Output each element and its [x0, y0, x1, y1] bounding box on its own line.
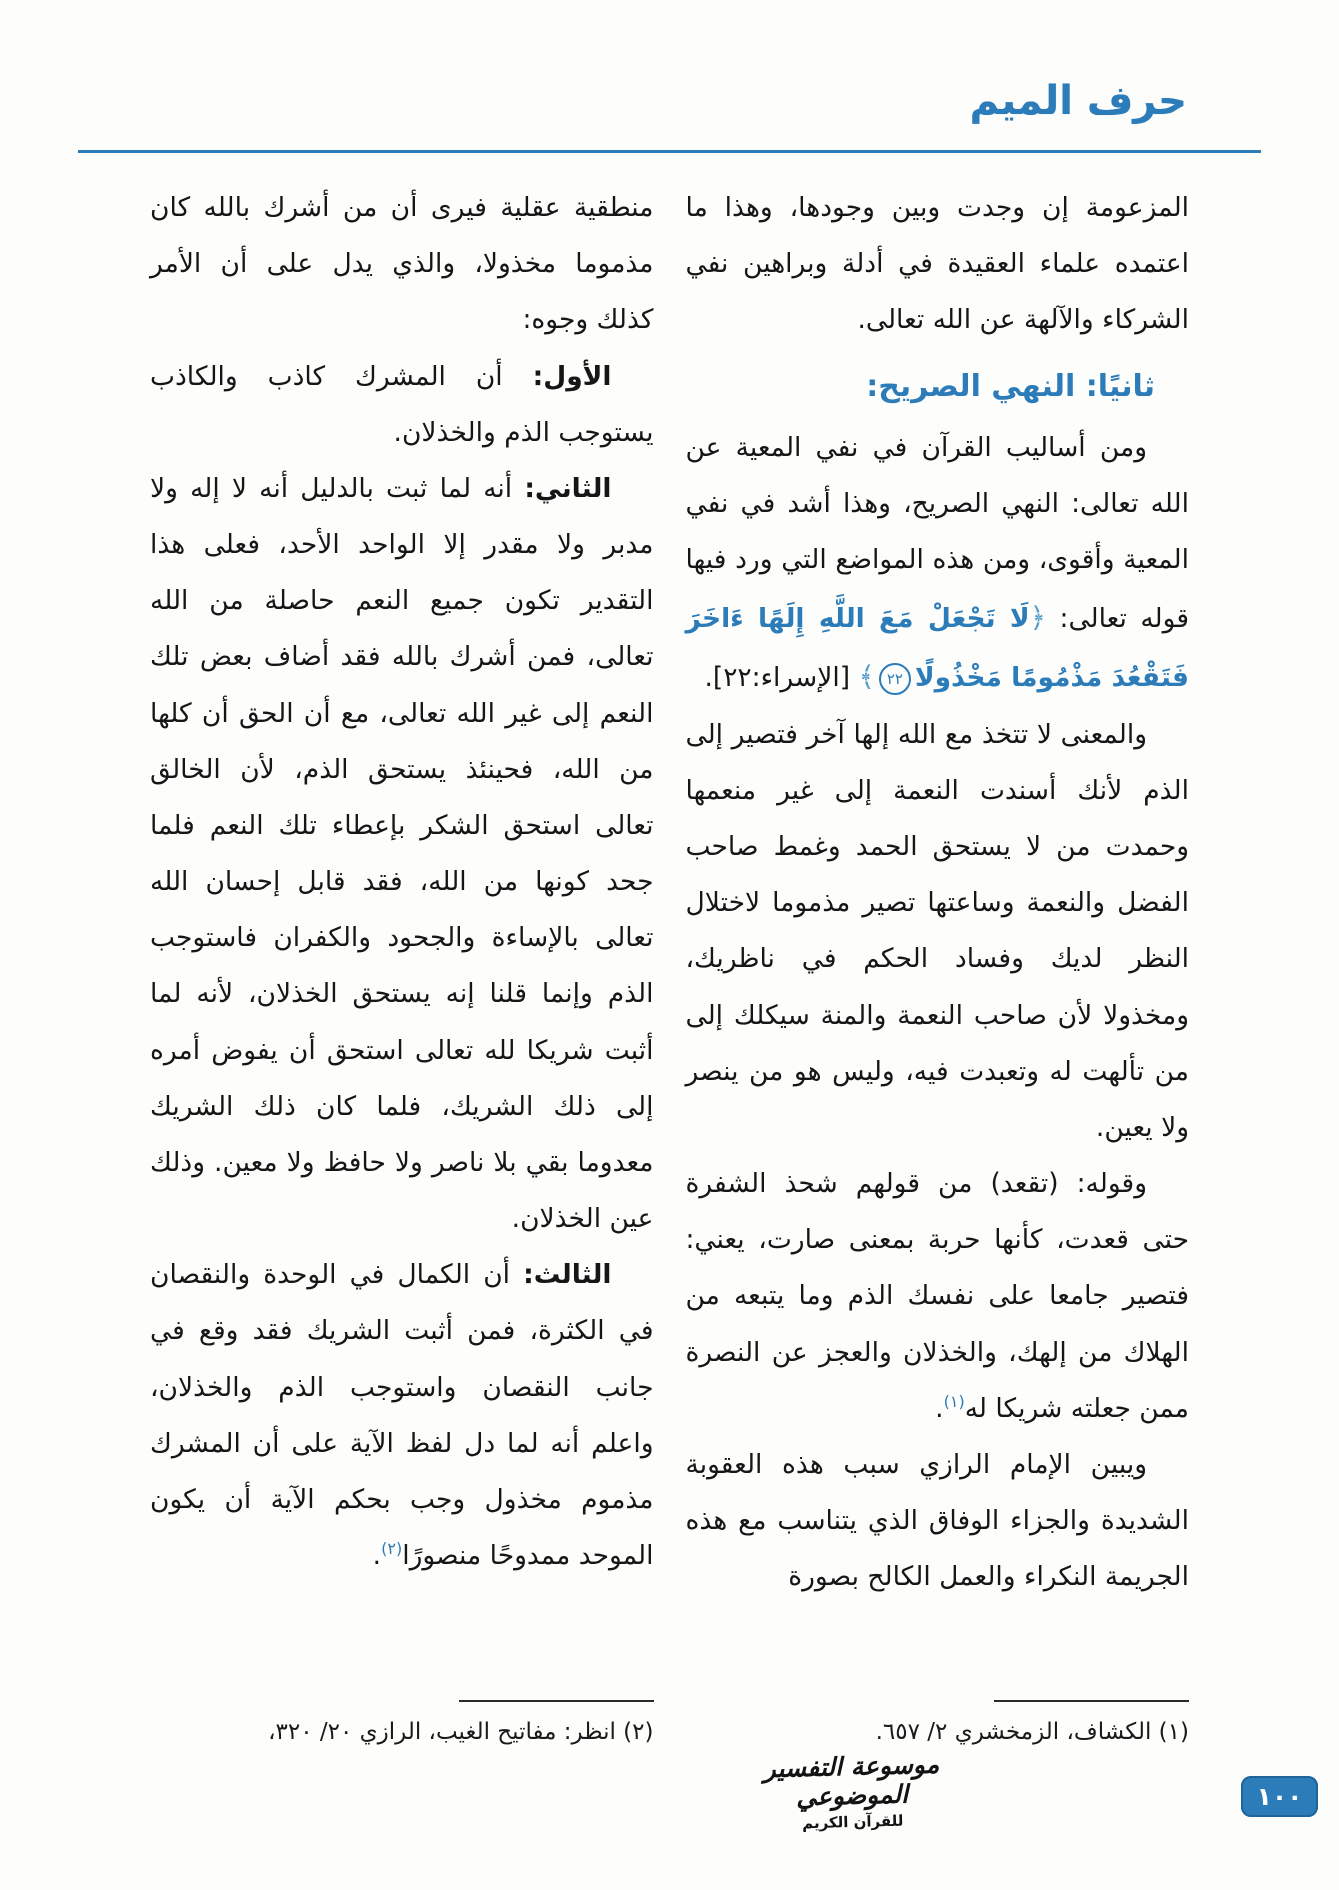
- paragraph: [150, 180, 654, 349]
- paragraph-text: أن الكمال في الوحدة والنقصان في الكثرة، فمن أثبت الشريك فقد وقع في جانب النقصان واستوجب الذم والخذلان، واعلم أنه لما دل لفظ الآية على أن المشرك مذموم مخذول وجب بحكم الآية أن يكون الموحد ممدوحًا منصورًا: [150, 1259, 654, 1572]
- paragraph-text: أنه لما ثبت بالدليل أنه لا إله ولا مدبر ولا مقدر إلا الواحد الأحد، فعلى هذا التقدير تكون جميع النعم حاصلة من الله تعالى، فمن أشرك بالله فقد أضاف بعض تلك النعم إلى غير الله تعالى، مع أن الحق أن كلها من الله، فحينئذ يستحق الذم، لأن الخالق تعالى استحق الشكر بإعطاء تلك النعم فلما جحد كونها من الله، فقد قابل إحسان الله تعالى بالإساءة والجحود والكفران فاستوجب الذم وإنما قلنا إنه يستحق الخذلان، لأنه لما أثبت شريكا لله تعالى استحق أن يفوض أمره إلى ذلك الشريك، فلما كان ذلك الشريك معدوما بقي بلا ناصر ولا حافظ ولا معين. وذلك عين الخذلان.: [150, 472, 654, 1235]
- paragraph: [686, 707, 1190, 1156]
- column-right: [686, 180, 1190, 1606]
- paragraph-text: .: [372, 1540, 382, 1572]
- paragraph: [686, 1437, 1190, 1606]
- logo-title-text: موسوعة التفسير الموضوعي: [763, 1749, 940, 1812]
- paragraph-text: والمعنى لا تتخذ مع الله إلها آخر فتصير إلى الذم لأنك أسندت النعمة إلى غير منعمها وحمدت من لا يستحق الحمد وغمط صاحب الفضل والنعمة وساعتها تصير مذموما لاختلال النظر لديك وفساد الحكم في ناظريك، ومخذولا لأن صاحب النعمة والمنة سيكلك إلى من تألهت له وتعبدت فيه، وليس هو من ينصر ولا يعين.: [685, 718, 1189, 1143]
- paragraph-lead-label: الثالث:: [523, 1259, 612, 1291]
- footnote-text-1: (١) الكشاف، الزمخشري ٢/ ٦٥٧.: [875, 1719, 1189, 1745]
- paragraph-text: ومن أساليب القرآن في نفي المعية عن الله تعالى: النهي الصريح، وهذا أشد في نفي المعية وأقوى، ومن هذه المواضع التي ورد فيها قوله تعالى:: [685, 431, 1189, 635]
- verse-close-bracket: ﴾: [858, 660, 875, 694]
- logo-subtitle-text: للقرآن الكريم: [801, 1811, 904, 1833]
- paragraph: [150, 461, 654, 1247]
- footnote-text-2: (٢) انظر: مفاتيح الغيب، الرازي ٢٠/ ٣٢٠،: [268, 1719, 654, 1745]
- ayah-number: ٢٢: [879, 663, 911, 695]
- section-heading: ثانيًا: النهي الصريح:: [866, 368, 1155, 404]
- paragraph-text: أن المشرك كاذب والكاذب يستوجب الذم والخذلان.: [150, 360, 654, 448]
- paragraph-text: وقوله: (تقعد) من قولهم شحذ الشفرة حتى قعدت، كأنها حربة بمعنى صارت، يعني: فتصير جامعا على نفسك الذم وما يتبعه من الهلاك من إلهك، والخذلان والعجز عن النصرة ممن جعلته شريكا له: [685, 1168, 1189, 1424]
- verse-reference: [الإسراء:٢٢].: [704, 662, 851, 694]
- page-content: [150, 180, 1189, 1606]
- footnotes: [150, 1700, 1189, 1751]
- page-number-badge: ١٠٠: [1241, 1776, 1318, 1817]
- paragraph-text: .: [935, 1392, 944, 1424]
- paragraph-with-verse: [686, 420, 1190, 707]
- verse-text: لَا تَجْعَلْ مَعَ اللَّهِ إِلَهًا ءَاخَرَ فَتَقْعُدَ مَذْمُومًا مَخْذُولًا: [685, 603, 1189, 694]
- header-rule: [78, 150, 1261, 153]
- footnote-marker-1: (١): [943, 1391, 965, 1411]
- footnote-separator: [459, 1700, 654, 1702]
- paragraph: [150, 349, 654, 461]
- footnote-marker-2: (٢): [381, 1539, 403, 1559]
- paragraph: [686, 1156, 1190, 1437]
- paragraph-text: منطقية عقلية فيرى أن من أشرك بالله كان مذموما مخذولا، والذي يدل على أن الأمر كذلك وجوه:: [150, 192, 654, 336]
- footnote-separator: [994, 1700, 1189, 1702]
- paragraph-text: المزعومة إن وجدت وبين وجودها، وهذا ما اعتمده علماء العقيدة في أدلة وبراهين نفي الشركاء والآلهة عن الله تعالى.: [685, 192, 1189, 336]
- footnote-column-right: [686, 1700, 1190, 1751]
- paragraph: [150, 1247, 654, 1584]
- chapter-title: حرف الميم: [969, 78, 1187, 124]
- paragraph-lead-label: الثاني:: [524, 472, 612, 504]
- paragraph-lead-label: الأول:: [532, 360, 612, 392]
- verse-open-bracket: ﴿: [1029, 601, 1046, 635]
- column-left: [150, 180, 654, 1606]
- publisher-logo: [716, 1748, 988, 1834]
- footnote-column-left: [150, 1700, 654, 1751]
- paragraph: [686, 180, 1190, 349]
- paragraph-text: ويبين الإمام الرازي سبب هذه العقوبة الشديدة والجزاء الوفاق الذي يتناسب مع هذه الجريمة النكراء والعمل الكالح بصورة: [685, 1448, 1189, 1593]
